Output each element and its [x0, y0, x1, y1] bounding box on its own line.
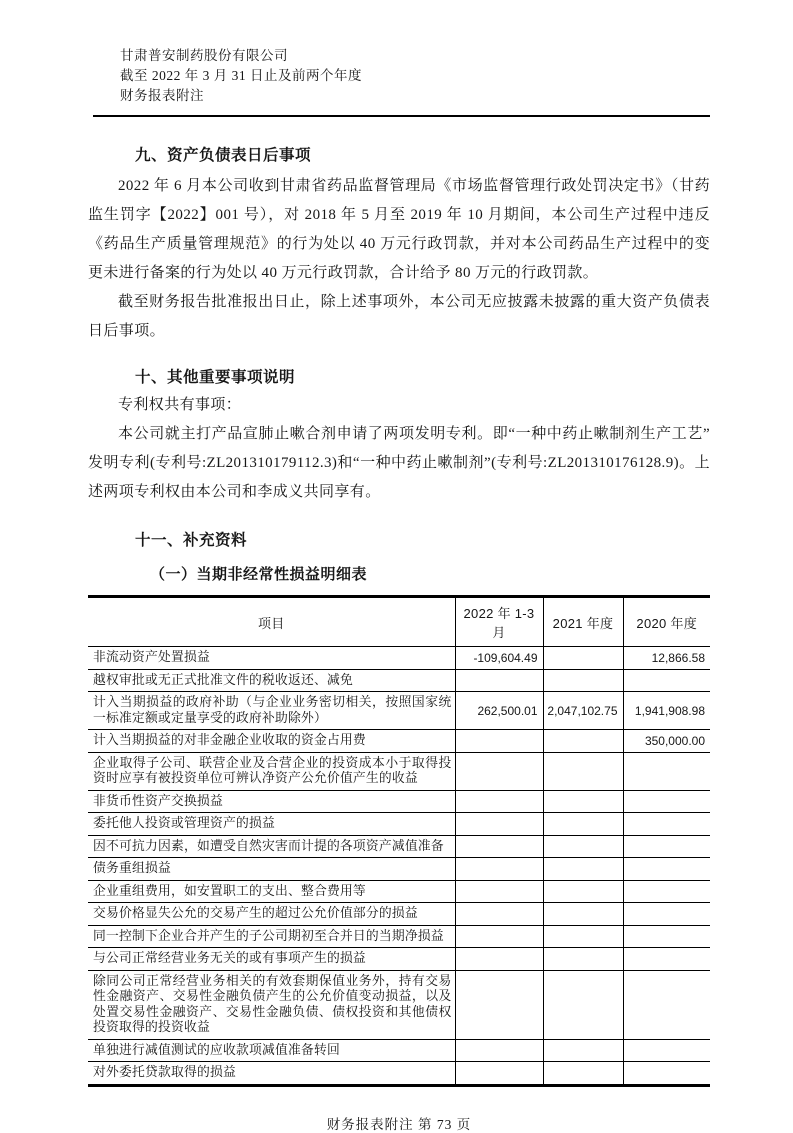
table-row — [88, 1062, 710, 1086]
value-cell-2022 — [455, 730, 543, 753]
value-cell-2022 — [455, 669, 543, 692]
value-cell-2021 — [543, 1039, 623, 1062]
item-cell: 债务重组损益 — [88, 858, 455, 881]
item-cell: 委托他人投资或管理资产的损益 — [88, 813, 455, 836]
value-cell-2022: 262,500.01 — [455, 692, 543, 730]
value-cell-2020 — [623, 880, 710, 903]
table-row — [88, 880, 710, 903]
value-cell-2020 — [623, 752, 710, 790]
value-cell-2022 — [455, 835, 543, 858]
value-cell-2022 — [455, 880, 543, 903]
item-cell: 非流动资产处置损益 — [88, 647, 455, 670]
non-recurring-items-table — [88, 595, 710, 1087]
value-cell-2021 — [543, 730, 623, 753]
column-header-2020: 2020 年度 — [623, 597, 710, 647]
value-cell-2021 — [543, 903, 623, 926]
item-cell: 企业取得子公司、联营企业及合营企业的投资成本小于取得投资时应享有被投资单位可辨认净资产公允价值产生的收益 — [88, 752, 455, 790]
table-row — [88, 970, 710, 1039]
report-period: 截至 2022 年 3 月 31 日止及前两个年度 — [120, 68, 362, 83]
value-cell-2020 — [623, 903, 710, 926]
table-row — [88, 669, 710, 692]
item-cell: 除同公司正常经营业务相关的有效套期保值业务外，持有交易性金融资产、交易性金融负债产生的公允价值变动损益，以及处置交易性金融资产、交易性金融负债、债权投资和其他债权投资取得的投资收益 — [88, 970, 455, 1039]
table-row — [88, 647, 710, 670]
value-cell-2020 — [623, 790, 710, 813]
value-cell-2021 — [543, 669, 623, 692]
table-row — [88, 730, 710, 753]
value-cell-2020 — [623, 669, 710, 692]
table-row — [88, 752, 710, 790]
value-cell-2022 — [455, 790, 543, 813]
paragraph-patent-detail: 本公司就主打产品宣肺止嗽合剂申请了两项发明专利。即“一种中药止嗽制剂生产工艺”发明专利(专利号:ZL201310179112.3)和“一种中药止嗽制剂”(专利号:ZL201310176128.9)。上述两项专利权由本公司和李成义共同享有。 — [88, 426, 710, 500]
subheading-non-recurring-table: （一）当期非经常性损益明细表 — [150, 567, 368, 583]
paragraph-no-other-events: 截至财务报告批准报出日止，除上述事项外，本公司无应披露未披露的重大资产负债表日后事项。 — [88, 294, 710, 339]
page-footer — [88, 1113, 710, 1133]
value-cell-2022 — [455, 813, 543, 836]
value-cell-2022 — [455, 948, 543, 971]
item-cell: 计入当期损益的对非金融企业收取的资金占用费 — [88, 730, 455, 753]
value-cell-2020 — [623, 948, 710, 971]
value-cell-2022 — [455, 970, 543, 1039]
value-cell-2020 — [623, 970, 710, 1039]
table-row — [88, 692, 710, 730]
column-header-2022: 2022 年 1-3 月 — [455, 597, 543, 647]
value-cell-2021 — [543, 1062, 623, 1086]
value-cell-2020 — [623, 925, 710, 948]
item-cell: 交易价格显失公允的交易产生的超过公允价值部分的损益 — [88, 903, 455, 926]
page-number-label: 财务报表附注 第 73 页 — [326, 1116, 472, 1132]
table-row — [88, 790, 710, 813]
item-cell: 计入当期损益的政府补助（与企业业务密切相关，按照国家统一标准定额或定量享受的政府补助除外） — [88, 692, 455, 730]
value-cell-2022 — [455, 1062, 543, 1086]
value-cell-2022 — [455, 903, 543, 926]
table-header — [88, 597, 710, 647]
item-cell: 非货币性资产交换损益 — [88, 790, 455, 813]
item-cell: 同一控制下企业合并产生的子公司期初至合并日的当期净损益 — [88, 925, 455, 948]
value-cell-2022 — [455, 1039, 543, 1062]
paragraph-patent-intro: 专利权共有事项： — [118, 397, 242, 413]
item-cell: 与公司正常经营业务无关的或有事项产生的损益 — [88, 948, 455, 971]
value-cell-2021 — [543, 835, 623, 858]
value-cell-2021 — [543, 790, 623, 813]
section-heading-10: 十、其他重要事项说明 — [135, 369, 296, 386]
section-heading-11: 十一、补充资料 — [135, 532, 248, 549]
table-row — [88, 948, 710, 971]
table-row — [88, 858, 710, 881]
column-header-item: 项目 — [88, 597, 455, 647]
value-cell-2020 — [623, 858, 710, 881]
table-row — [88, 925, 710, 948]
item-cell: 企业重组费用，如安置职工的支出、整合费用等 — [88, 880, 455, 903]
value-cell-2021 — [543, 925, 623, 948]
item-cell: 因不可抗力因素，如遭受自然灾害而计提的各项资产减值准备 — [88, 835, 455, 858]
header-rule — [93, 115, 710, 117]
section-supplementary-info — [88, 528, 710, 1087]
table-row — [88, 813, 710, 836]
table-row — [88, 835, 710, 858]
table-row — [88, 1039, 710, 1062]
value-cell-2021: 2,047,102.75 — [543, 692, 623, 730]
value-cell-2021 — [543, 948, 623, 971]
section-other-important-matters — [88, 365, 710, 507]
value-cell-2020 — [623, 1039, 710, 1062]
value-cell-2022 — [455, 858, 543, 881]
item-cell: 越权审批或无正式批准文件的税收返还、减免 — [88, 669, 455, 692]
running-head — [120, 46, 710, 106]
value-cell-2021 — [543, 880, 623, 903]
item-cell: 单独进行减值测试的应收款项减值准备转回 — [88, 1039, 455, 1062]
value-cell-2020: 350,000.00 — [623, 730, 710, 753]
value-cell-2021 — [543, 813, 623, 836]
section-balance-sheet-date-events — [88, 143, 710, 346]
value-cell-2022 — [455, 925, 543, 948]
table-body — [88, 647, 710, 1086]
value-cell-2020 — [623, 813, 710, 836]
paragraph-penalty: 2022 年 6 月本公司收到甘肃省药品监督管理局《市场监督管理行政处罚决定书》（甘药监生罚字【2022】001 号），对 2018 年 5 月至 2019 年 10 月期间，本公司生产过程中违反《药品生产质量管理规范》的行为处以 40 万元行政罚款，并对本公司药品生产过程中的变更未进行备案的行为处以 40 万元行政罚款，合计给予 80 万元的行政罚款。 — [88, 178, 710, 281]
value-cell-2022: -109,604.49 — [455, 647, 543, 670]
value-cell-2021 — [543, 647, 623, 670]
value-cell-2021 — [543, 752, 623, 790]
value-cell-2020 — [623, 835, 710, 858]
table-row — [88, 903, 710, 926]
doc-title: 财务报表附注 — [120, 88, 204, 103]
value-cell-2021 — [543, 970, 623, 1039]
value-cell-2022 — [455, 752, 543, 790]
item-cell: 对外委托贷款取得的损益 — [88, 1062, 455, 1086]
section-heading-9: 九、资产负债表日后事项 — [135, 147, 312, 164]
column-header-2021: 2021 年度 — [543, 597, 623, 647]
table-header-row — [88, 597, 710, 647]
value-cell-2021 — [543, 858, 623, 881]
company-name: 甘肃普安制药股份有限公司 — [120, 48, 288, 63]
value-cell-2020: 12,866.58 — [623, 647, 710, 670]
value-cell-2020 — [623, 1062, 710, 1086]
value-cell-2020: 1,941,908.98 — [623, 692, 710, 730]
